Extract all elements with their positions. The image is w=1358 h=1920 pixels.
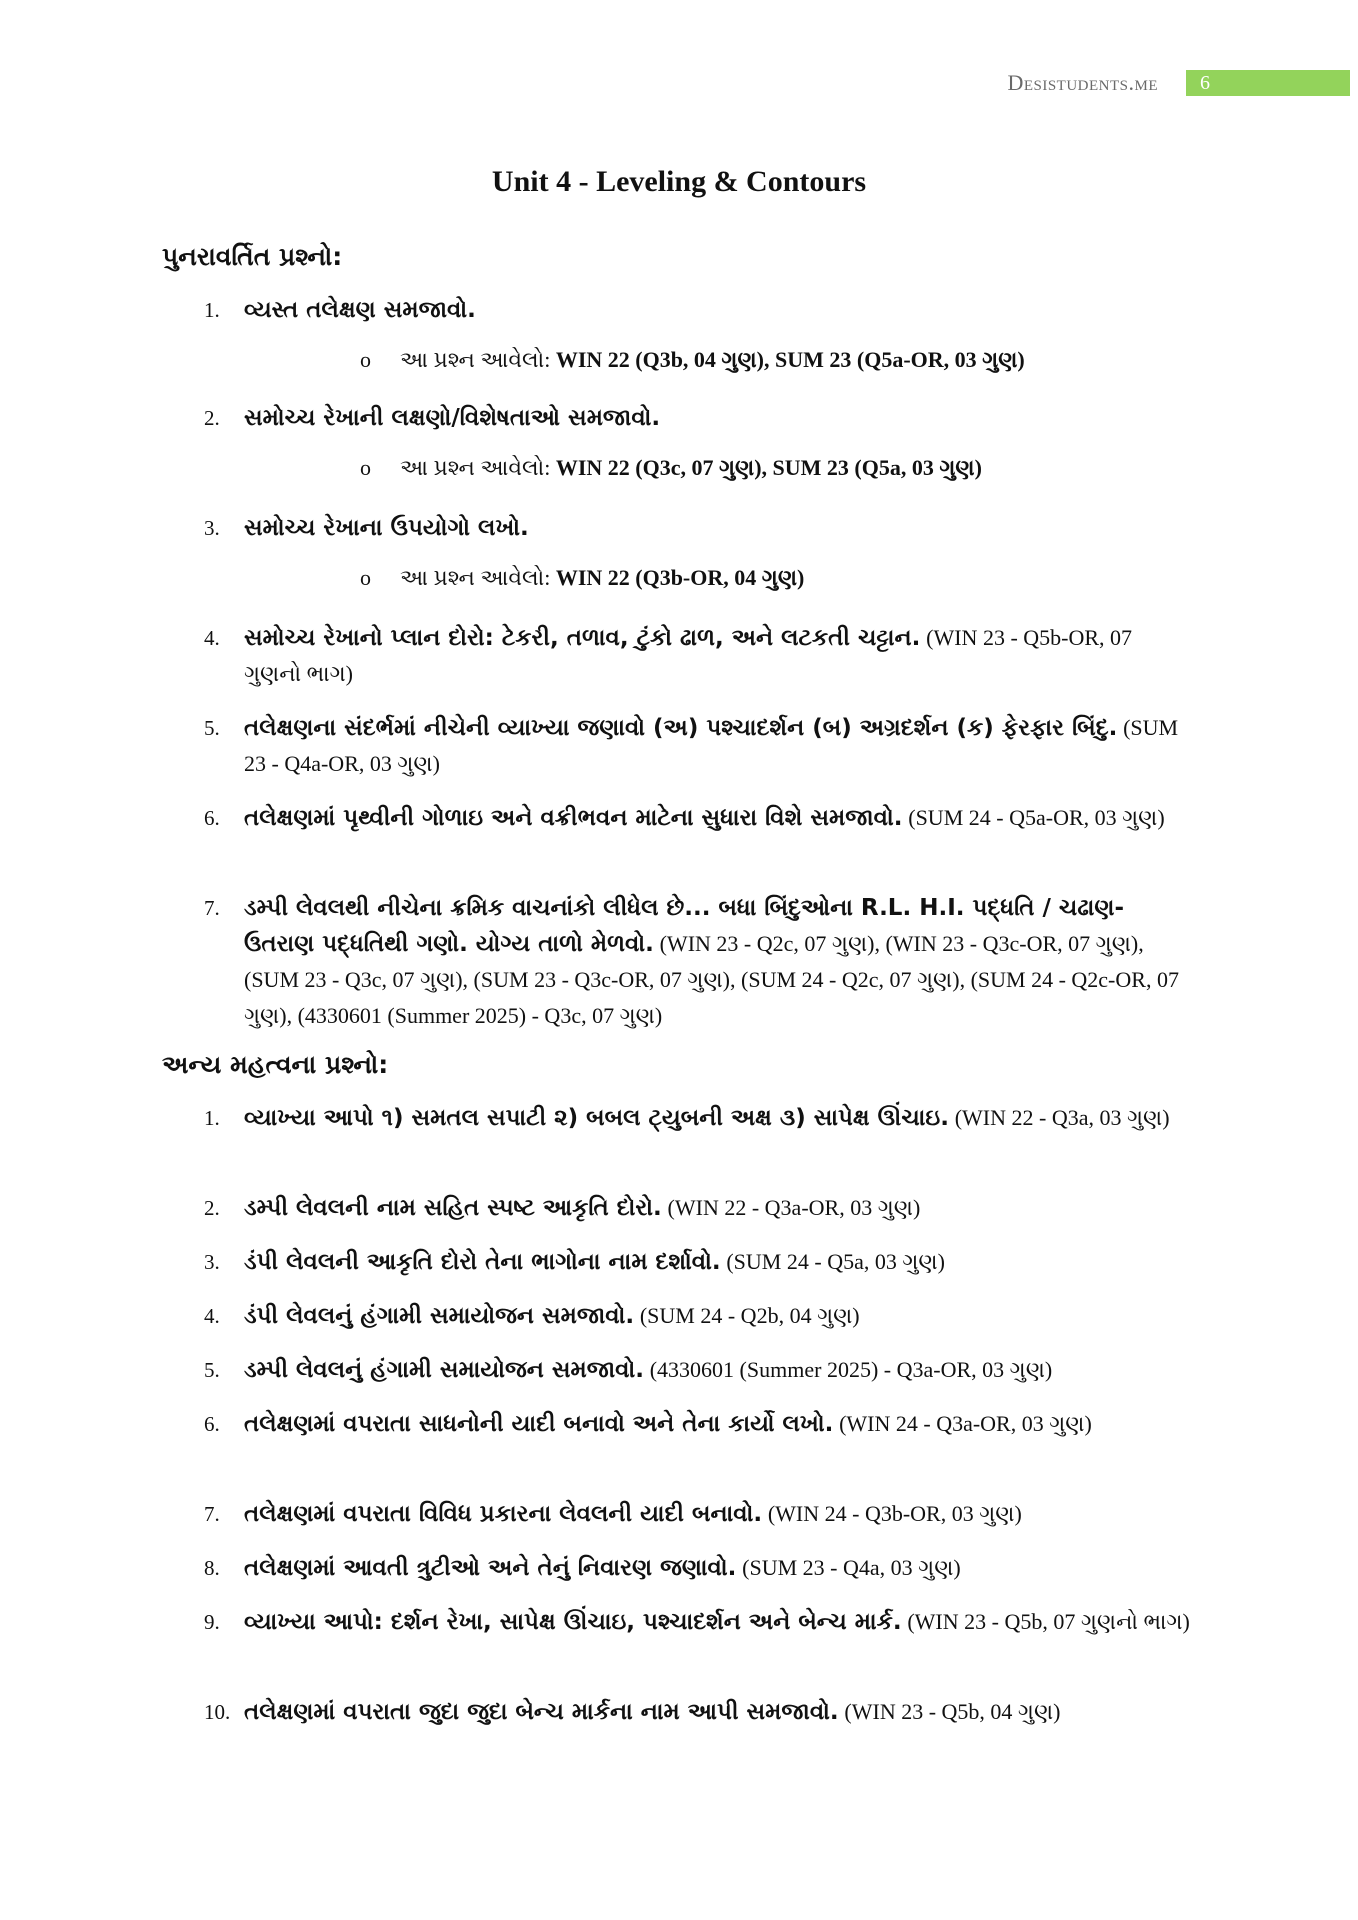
- question-item: [204, 620, 1194, 692]
- question-text: ડમ્પી લેવલનું હંગામી સમાયોજન સમજાવો.: [244, 1357, 644, 1383]
- question-source: (SUM 24 - Q5a-OR, 03 ગુણ): [908, 805, 1165, 830]
- question-source: (WIN 23 - Q2c, 07 ગુણ), (WIN 23 - Q3c-OR, 07 ગુણ), (SUM 23 - Q3c, 07 ગુણ), (SUM 23 - Q3c-OR, 07 ગુણ), (SUM 24 - Q2c, 07 ગુણ), (SUM 24 - Q2c-OR, 07 ગુણ), (4330601 (Summer 2025) - Q3c, 07 ગુણ): [244, 931, 1179, 1028]
- question-number: 1.: [204, 298, 220, 322]
- question-number: 1.: [204, 1106, 220, 1130]
- question-source: (WIN 23 - Q5b-OR, 07 ગુણનો ભાગ): [244, 625, 1133, 686]
- question-text: વ્યસ્ત તલેક્ષણ સમજાવો.: [244, 297, 476, 323]
- question-item: [204, 1190, 1194, 1226]
- question-item: [204, 1550, 1194, 1586]
- question-item: [204, 510, 1194, 596]
- question-text: તલેક્ષણના સંદર્ભમાં નીચેની વ્યાખ્યા જણાવો (અ) પશ્ચાદર્શન (બ) અગ્રદર્શન (ક) ફેરફાર બિંદુ.: [244, 715, 1118, 741]
- page-header: [0, 70, 1358, 96]
- appeared-value: WIN 22 (Q3b, 04 ગુણ), SUM 23 (Q5a-OR, 03 ગુણ): [555, 347, 1025, 372]
- question-text: વ્યાખ્યા આપો: દર્શન રેખા, સાપેક્ષ ઊંચાઇ, પશ્ચાદર્શન અને બેન્ચ માર્ક.: [244, 1609, 902, 1635]
- appeared-note: [360, 560, 1194, 596]
- question-item: [204, 1352, 1194, 1388]
- question-number: 7.: [204, 1502, 220, 1526]
- question-source: (SUM 24 - Q5a, 03 ગુણ): [726, 1249, 945, 1274]
- question-source: (WIN 23 - Q5b, 07 ગુણનો ભાગ): [907, 1609, 1190, 1634]
- question-number: 6.: [204, 806, 220, 830]
- bullet-icon: o: [360, 347, 371, 372]
- question-source: (SUM 23 - Q4a-OR, 03 ગુણ): [244, 715, 1179, 776]
- question-text: સમોચ્ચ રેખાનો પ્લાન દોરો: ટેકરી, તળાવ, ટુંકો ઢાળ, અને લટકતી ચટ્ટાન.: [244, 625, 921, 651]
- question-text: વ્યાખ્યા આપો ૧) સમતલ સપાટી ૨) બબલ ટ્યુબની અક્ષ ૩) સાપેક્ષ ઊંચાઇ.: [244, 1105, 949, 1131]
- question-number: 5.: [204, 716, 220, 740]
- question-text: તલેક્ષણમાં વપરાતા જુદા જુદા બેન્ચ માર્કના નામ આપી સમજાવો.: [244, 1699, 839, 1725]
- question-number: 2.: [204, 1196, 220, 1220]
- question-text: તલેક્ષણમાં વપરાતા સાધનોની યાદી બનાવો અને તેના કાર્યો લખો.: [244, 1411, 834, 1437]
- question-source: (WIN 23 - Q5b, 04 ગુણ): [844, 1699, 1061, 1724]
- appeared-label: આ પ્રશ્ન આવેલો:: [400, 347, 551, 372]
- question-item: [204, 1100, 1194, 1136]
- question-item: [204, 1694, 1194, 1730]
- question-number: 10.: [204, 1700, 231, 1724]
- question-source: (WIN 24 - Q3b-OR, 03 ગુણ): [767, 1501, 1022, 1526]
- appeared-note: [360, 342, 1194, 378]
- question-text: તલેક્ષણમાં આવતી ત્રુટીઓ અને તેનું નિવારણ જણાવો.: [244, 1555, 737, 1581]
- question-number: 4.: [204, 1304, 220, 1328]
- page-number-badge: 6: [1186, 70, 1350, 96]
- question-item: [204, 1604, 1194, 1640]
- question-item: [204, 800, 1194, 836]
- question-text: સમોચ્ચ રેખાની લક્ષણો/વિશેષતાઓ સમજાવો.: [244, 405, 661, 431]
- question-text: ડમ્પી લેવલની નામ સહિત સ્પષ્ટ આકૃતિ દોરો.: [244, 1195, 662, 1221]
- question-number: 3.: [204, 516, 220, 540]
- bullet-icon: o: [360, 565, 371, 590]
- question-item: [204, 1298, 1194, 1334]
- question-text: તલેક્ષણમાં વપરાતા વિવિધ પ્રકારના લેવલની યાદી બનાવો.: [244, 1501, 763, 1527]
- question-text: સમોચ્ચ રેખાના ઉપયોગો લખો.: [244, 515, 529, 541]
- section-heading-repeated: પુનરાવર્તિત પ્રશ્નો:: [162, 242, 343, 271]
- question-number: 9.: [204, 1610, 220, 1634]
- question-item: [204, 890, 1194, 1034]
- question-text: ડમ્પી લેવલથી નીચેના ક્રમિક વાચનાંકો લીધેલ છે... બધા બિંદુઓના R.L. H.I. પદ્ધતિ / ચઢાણ-ઉતરાણ પદ્ધતિથી ગણો. યોગ્ય તાળો મેળવો.: [244, 895, 1125, 957]
- page-title: Unit 4 - Leveling & Contours: [491, 165, 867, 198]
- question-text: ડંપી લેવલનું હંગામી સમાયોજન સમજાવો.: [244, 1303, 635, 1329]
- question-item: [204, 400, 1194, 486]
- appeared-label: આ પ્રશ્ન આવેલો:: [400, 455, 551, 480]
- question-source: (SUM 23 - Q4a, 03 ગુણ): [742, 1555, 961, 1580]
- question-item: [204, 1496, 1194, 1532]
- question-number: 7.: [204, 896, 220, 920]
- question-source: (WIN 22 - Q3a-OR, 03 ગુણ): [667, 1195, 921, 1220]
- question-number: 6.: [204, 1412, 220, 1436]
- question-number: 4.: [204, 626, 220, 650]
- question-item: [204, 710, 1194, 782]
- section-heading-important: અન્ય મહત્વના પ્રશ્નો:: [162, 1050, 389, 1079]
- question-item: [204, 1244, 1194, 1280]
- question-number: 8.: [204, 1556, 220, 1580]
- question-number: 2.: [204, 406, 220, 430]
- question-text: ડંપી લેવલની આકૃતિ દોરો તેના ભાગોના નામ દર્શાવો.: [244, 1249, 721, 1275]
- question-source: (WIN 22 - Q3a, 03 ગુણ): [954, 1105, 1170, 1130]
- question-source: (WIN 24 - Q3a-OR, 03 ગુણ): [839, 1411, 1092, 1436]
- question-item: [204, 1406, 1194, 1442]
- question-source: (4330601 (Summer 2025) - Q3a-OR, 03 ગુણ): [649, 1357, 1053, 1382]
- appeared-value: WIN 22 (Q3b-OR, 04 ગુણ): [555, 565, 805, 590]
- bullet-icon: o: [360, 455, 371, 480]
- appeared-value: WIN 22 (Q3c, 07 ગુણ), SUM 23 (Q5a, 03 ગુણ): [555, 455, 982, 480]
- question-text: તલેક્ષણમાં પૃથ્વીની ગોળાઇ અને વક્રીભવન માટેના સુધારા વિશે સમજાવો.: [244, 805, 903, 831]
- appeared-label: આ પ્રશ્ન આવેલો:: [400, 565, 551, 590]
- appeared-note: [360, 450, 1194, 486]
- site-name: Desistudents.me: [1007, 70, 1158, 95]
- question-number: 5.: [204, 1358, 220, 1382]
- question-item: [204, 292, 1194, 378]
- question-number: 3.: [204, 1250, 220, 1274]
- question-source: (SUM 24 - Q2b, 04 ગુણ): [639, 1303, 860, 1328]
